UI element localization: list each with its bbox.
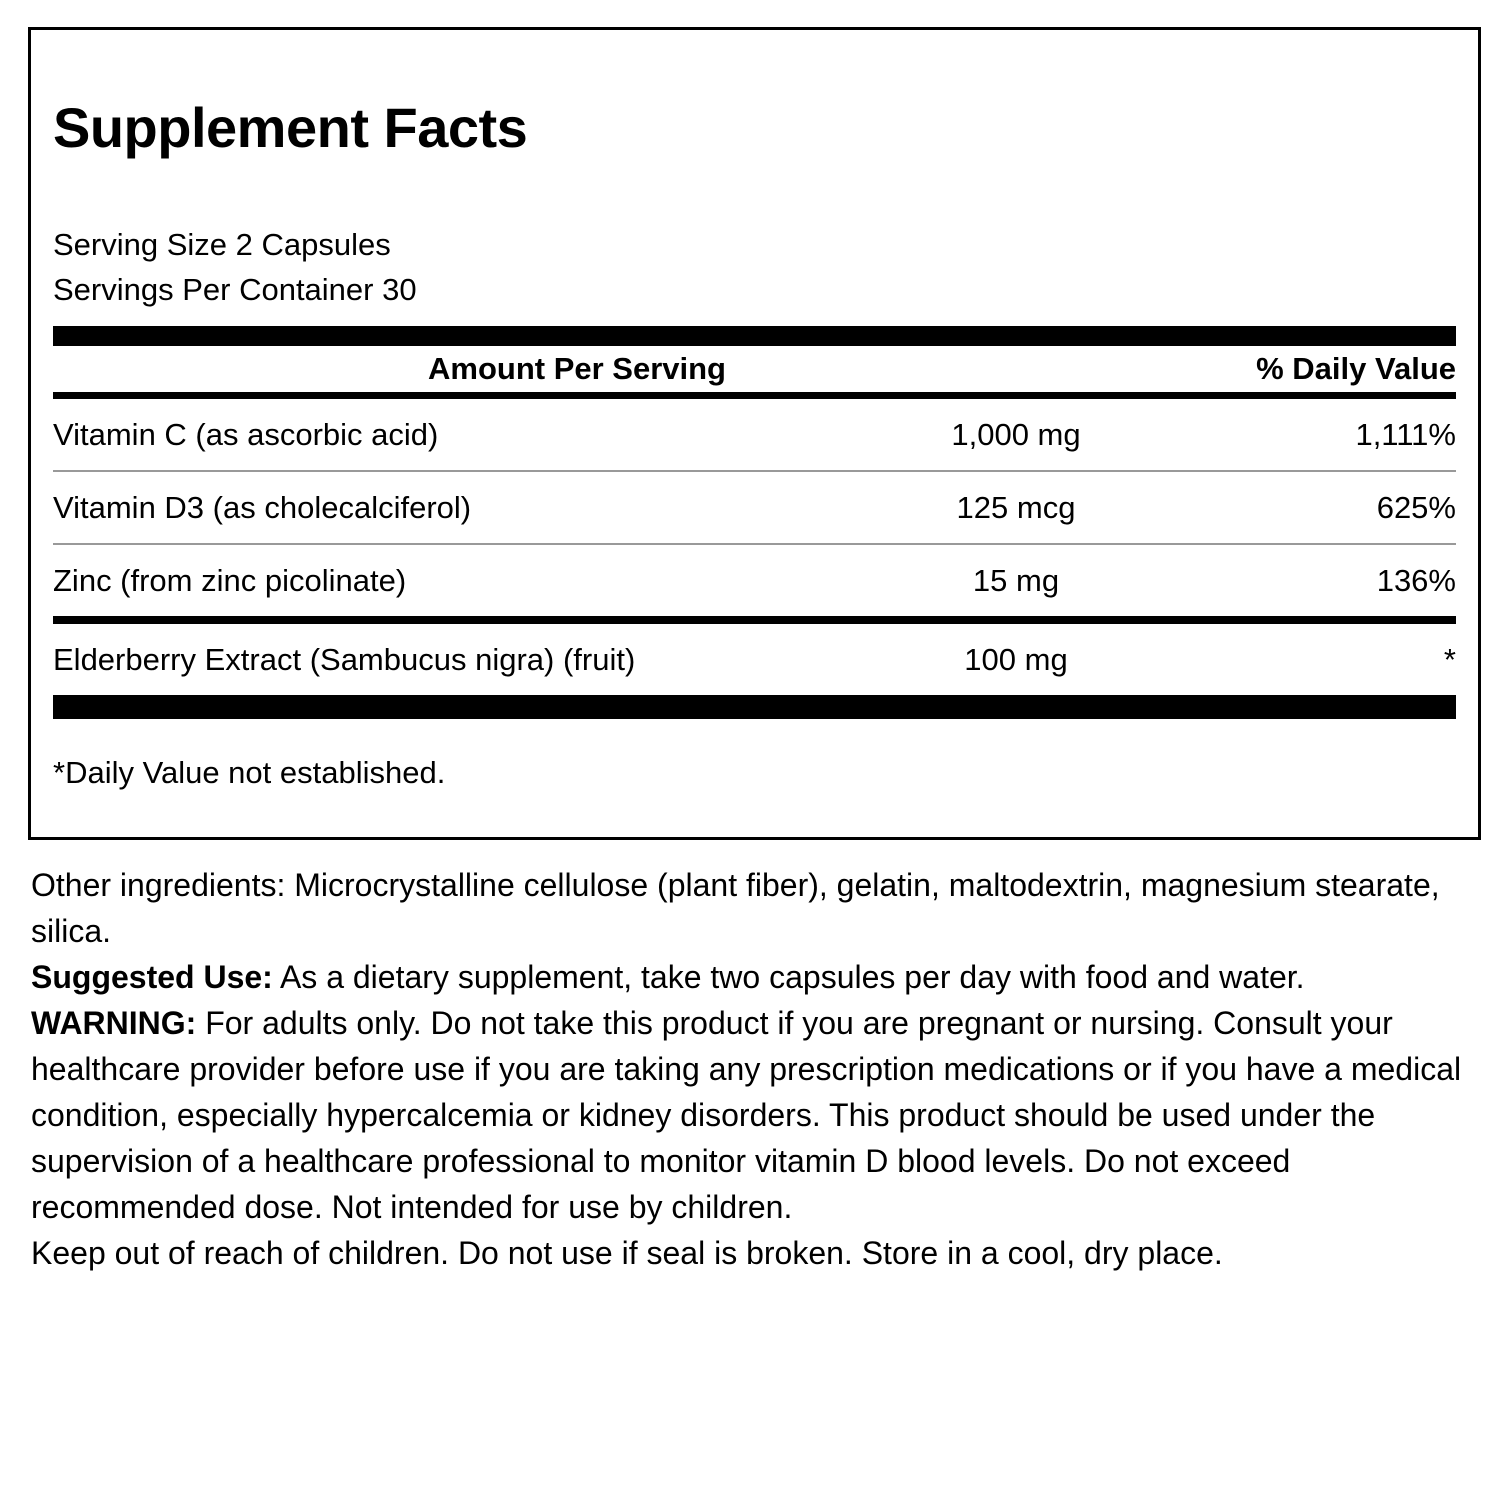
serving-size: Serving Size 2 Capsules [53, 227, 391, 262]
amount-per-serving-header: Amount Per Serving [428, 351, 726, 386]
table-top-bar [53, 326, 1456, 346]
nutrient-name: Zinc (from zinc picolinate) [53, 562, 407, 598]
storage-text: Keep out of reach of children. Do not use if seal is broken. Store in a cool, dry place. [31, 1235, 1223, 1271]
servings-per-container: Servings Per Container 30 [53, 272, 417, 307]
nutrient-amount: 125 mcg [956, 489, 1076, 525]
nutrient-amount: 1,000 mg [951, 416, 1081, 452]
panel-title: Supplement Facts [53, 96, 528, 159]
nutrient-name: Vitamin C (as ascorbic acid) [53, 416, 439, 452]
nutrient-daily-value: 1,111% [1355, 416, 1456, 452]
daily-value-footnote: *Daily Value not established. [53, 755, 446, 790]
nutrient-name: Vitamin D3 (as cholecalciferol) [53, 489, 472, 525]
table-header [53, 346, 1456, 392]
label-text-sections [31, 862, 1476, 1276]
other-ingredients-text: Other ingredients: Microcrystalline cellulose (plant fiber), gelatin, maltodextrin, magnesium stearate, silica. [31, 867, 1440, 949]
table-row [53, 399, 1456, 470]
nutrient-amount: 15 mg [972, 562, 1060, 598]
nutrient-name: Elderberry Extract (Sambucus nigra) (fruit) [53, 641, 636, 677]
nutrient-daily-value: * [1443, 641, 1456, 677]
header-divider [53, 392, 1456, 399]
daily-value-header: % Daily Value [1256, 351, 1456, 386]
warning-label: WARNING: [31, 1005, 197, 1041]
row-divider-medium [53, 616, 1456, 624]
table-row [53, 545, 1456, 616]
suggested-use-label: Suggested Use: [31, 959, 273, 995]
serving-info [53, 222, 1456, 312]
supplement-facts-panel [28, 27, 1481, 840]
nutrient-daily-value: 625% [1376, 489, 1456, 525]
nutrient-daily-value: 136% [1376, 562, 1456, 598]
warning-text: WARNING: For adults only. Do not take this product if you are pregnant or nursing. Consult your healthcare provider before use if you are taking any prescription medications or if you have a medical condition, especially hypercalcemia or kidney disorders. This product should be used under the supervision of a healthcare professional to monitor vitamin D blood levels. Do not exceed recommended dose. Not intended for use by children. [31, 1005, 1462, 1225]
table-row [53, 472, 1456, 543]
table-row [53, 624, 1456, 695]
suggested-use-text: Suggested Use: As a dietary supplement, take two capsules per day with food and water. [31, 959, 1305, 995]
table-bottom-bar [53, 695, 1456, 719]
nutrient-amount: 100 mg [964, 641, 1068, 677]
